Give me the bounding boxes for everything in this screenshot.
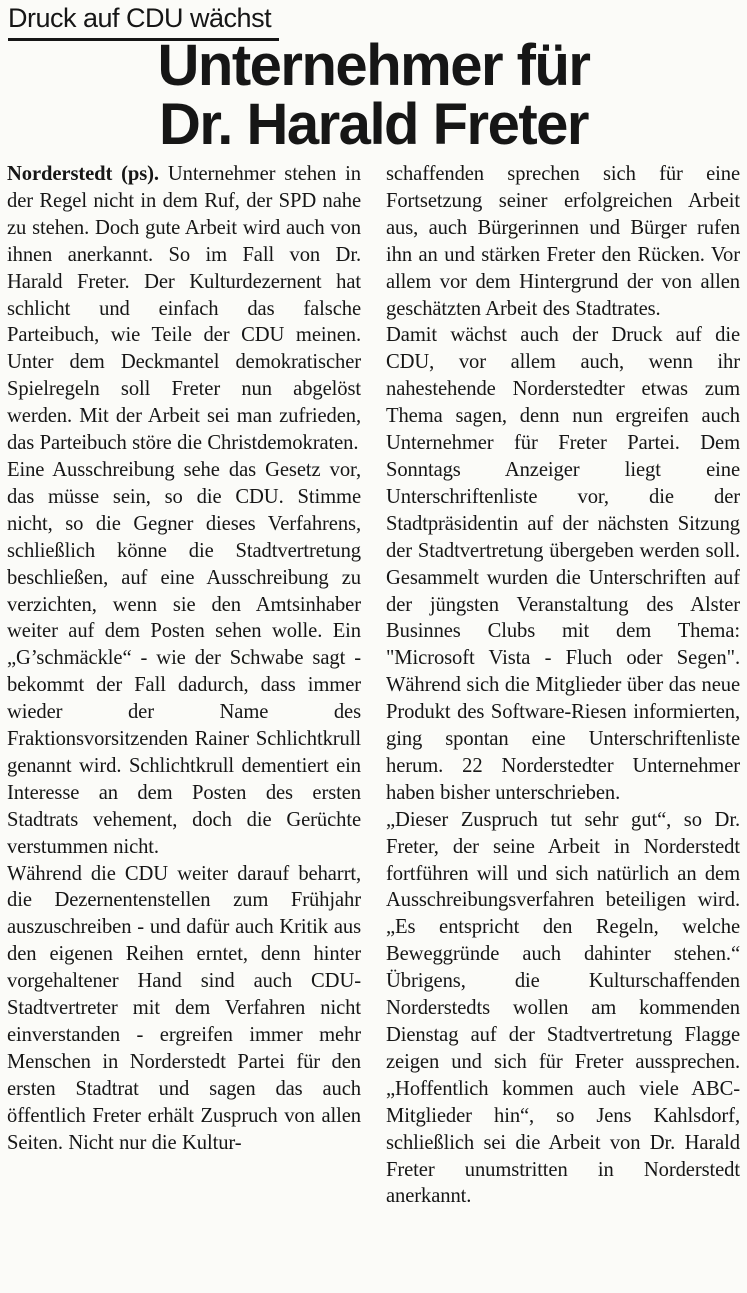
paragraph: schaffenden sprechen sich für eine Fortsetzung seiner erfolgreichen Arbeit aus, auch Bürgerinnen und Bürger rufen ihn an und stärken Freter den Rücken. Vor allem vor dem Hintergrund der von allen geschätzten Arbeit des Stadtrates. [386,163,740,320]
dateline: Norderstedt (ps). [7,163,159,185]
column-right [386,161,740,1291]
paragraph: Damit wächst auch der Druck auf die CDU, vor allem auch, wenn ihr nahestehende Norderstedter etwas zum Thema sagen, denn nun ergreifen auch Unternehmer für Freter Partei. Dem Sonntags Anzeiger liegt eine Unterschriftenliste vor, die der Stadtpräsidentin auf der nächsten Sitzung der Stadtvertretung übergeben werden soll. Gesammelt wurden die Unterschriften auf der jüngsten Veranstaltung des Alster Businnes Clubs mit dem Thema: "Microsoft Vista - Fluch oder Segen". Während sich die Mitglieder über das neue Produkt des Software-Riesen informierten, ging spontan eine Unterschriftenliste herum. 22 Norderstedter Unternehmer haben bisher unterschrieben. [386,324,740,804]
kicker-text: Druck auf CDU wächst [8,3,272,33]
headline-line-1: Unternehmer für [157,33,590,98]
paragraph: Während die CDU weiter darauf beharrt, die Dezernentenstellen zum Frühjahr auszuschreiben - und dafür auch Kritik aus den eigenen Reihen erntet, denn hinter vorgehaltener Hand sind auch CDU-Stadtvertreter mit dem Verfahren nicht einverstanden - ergreifen immer mehr Menschen in Norderstedt Partei für den ersten Stadtrat und sagen das auch öffentlich Freter erhält Zuspruch von allen Seiten. Nicht nur die Kultur- [7,862,361,1154]
paragraph-text: Unternehmer stehen in der Regel nicht in dem Ruf, der SPD nahe zu stehen. Doch gute Arbeit wird auch von ihnen anerkannt. So im Fall von Dr. Harald Freter. Der Kulturdezernent hat schlicht und einfach das falsche Parteibuch, wie Teile der CDU meinen. Unter dem Deckmantel demokratischer Spielregeln soll Freter nun abgelöst werden. Mit der Arbeit sei man zufrieden, das Parteibuch störe die Christdemokraten. [7,163,361,455]
column-left [7,161,361,1291]
headline [0,33,747,157]
headline-line-2: Dr. Harald Freter [158,92,588,157]
article-body [7,161,740,1291]
paragraph: Eine Ausschreibung sehe das Gesetz vor, das müsse sein, so die CDU. Stimme nicht, so die Gegner dieses Verfahrens, schließlich könne die Stadtvertretung beschließen, auf eine Ausschreibung zu verzichten, wenn sie den Amtsinhaber weiter auf dem Posten sehen wolle. Ein „G’schmäckle“ - wie der Schwabe sagt - bekommt der Fall dadurch, dass immer wieder der Name des Fraktionsvorsitzenden Rainer Schlichtkrull genannt wird. Schlichtkrull dementiert ein Interesse an dem Posten des ersten Stadtrats vehement, doch die Gerüchte verstummen nicht. [7,458,361,858]
paragraph: „Dieser Zuspruch tut sehr gut“, so Dr. Freter, der seine Arbeit in Norderstedt fortführen will und sich natürlich an dem Ausschreibungsverfahren beteiligen wird. „Es entspricht den Regeln, welche Beweggründe auch dahinter stehen.“ Übrigens, die Kulturschaffenden Norderstedts wollen am kommenden Dienstag auf der Stadtvertretung Flagge zeigen und sich für Freter aussprechen. „Hoffentlich kommen auch viele ABC-Mitglieder hin“, so Jens Kahlsdorf, schließlich sei die Arbeit von Dr. Harald Freter unumstritten in Norderstedt anerkannt. [386,808,740,1208]
paragraph-lead [7,161,361,457]
